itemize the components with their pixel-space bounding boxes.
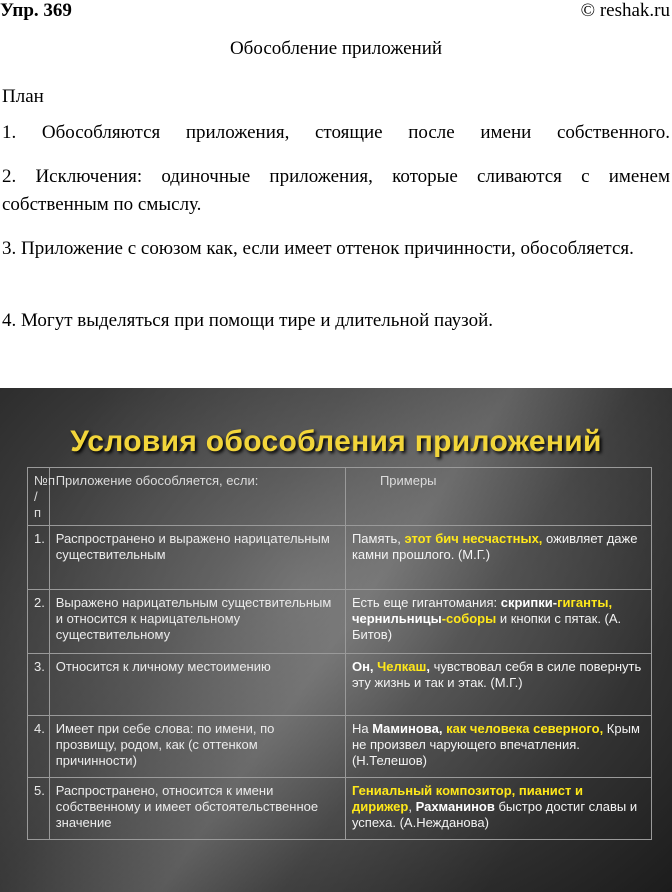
row-example — [345, 590, 651, 654]
bold-word: Рахманинов — [415, 799, 495, 814]
example-text: Есть еще гигантомания: — [351, 595, 501, 610]
bold-word: Маминова, — [372, 721, 443, 736]
example-text: быстро достиг славы и успеха. (А.Нежданова) — [351, 799, 638, 830]
row-number: 5. — [28, 778, 50, 840]
table-row — [28, 526, 652, 590]
example-text: оживляет даже камни прошлого. (М.Г.) — [351, 531, 638, 562]
row-example — [345, 526, 651, 590]
row-number: 3. — [28, 654, 50, 716]
highlighted-appositive: как человека северного, — [442, 721, 604, 736]
example-text: чувствовал себя в силе повернуть эту жизнь и так и этак. (М.Г.) — [351, 659, 642, 690]
bold-word: скрипки- — [500, 595, 558, 610]
bold-word: чернильницы — [351, 611, 442, 626]
table-row — [28, 654, 652, 716]
row-number: 2. — [28, 590, 50, 654]
row-number: 1. — [28, 526, 50, 590]
row-example — [345, 716, 651, 778]
highlighted-appositive: -соборы — [441, 611, 497, 626]
plan-item: 1. Обособляются приложения, стоящие после имени собственного. — [2, 122, 670, 143]
highlighted-appositive: Гениальный композитор, пианист и дирижер — [351, 783, 583, 814]
slide-title: Условия обособления приложений — [70, 425, 602, 458]
table-row — [28, 716, 652, 778]
bold-word: , — [426, 659, 430, 674]
plan-item: 3. Приложение с союзом как, если имеет оттенок причинности, обособляется. — [2, 238, 634, 259]
highlighted-appositive: гиганты, — [557, 595, 613, 610]
row-number: 4. — [28, 716, 50, 778]
column-header-examples-label: Примеры — [379, 473, 437, 488]
column-header-examples — [345, 468, 651, 526]
source-label[interactable]: © reshak.ru — [580, 0, 670, 21]
example-text: и кнопки с пятак. (А. Битов) — [351, 611, 622, 642]
example-text: Память, — [351, 531, 405, 546]
row-condition: Распространено и выражено нарицательным существительным — [49, 526, 345, 590]
slide-image — [0, 388, 672, 892]
page-title: Обособление приложений — [229, 38, 443, 59]
row-condition: Имеет при себе слова: по имени, по прозвищу, родом, как (с оттенком причинности) — [49, 716, 345, 778]
row-condition: Выражено нарицательным существительным и относится к нарицательному существительному — [49, 590, 345, 654]
table-row — [28, 590, 652, 654]
plan-item: 2. Исключения: одиночные приложения, которые сливаются с именем собственным по смыслу. — [2, 166, 670, 215]
row-condition: Относится к личному местоимению — [49, 654, 345, 716]
example-text: , — [408, 799, 416, 814]
highlighted-appositive: этот бич несчастных, — [404, 531, 543, 546]
row-example — [345, 778, 651, 840]
table-header-row — [28, 468, 652, 526]
conditions-table — [27, 467, 652, 840]
table-row — [28, 778, 652, 840]
column-header-condition: Приложение обособляется, если: — [49, 468, 345, 526]
example-text: На — [351, 721, 373, 736]
plan-heading: План — [2, 86, 44, 107]
column-header-number: №п /п — [28, 468, 50, 526]
row-example — [345, 654, 651, 716]
exercise-label: Упр. 369 — [0, 0, 72, 21]
bold-word: Он, — [351, 659, 378, 674]
plan-item: 4. Могут выделяться при помощи тире и длительной паузой. — [2, 310, 493, 331]
example-text: Крым не произвел чарующего впечатления.(Н.Телешов) — [351, 721, 640, 768]
row-condition: Распространено, относится к имени собственному и имеет обстоятельственное значение — [49, 778, 345, 840]
highlighted-appositive: Челкаш — [377, 659, 427, 674]
